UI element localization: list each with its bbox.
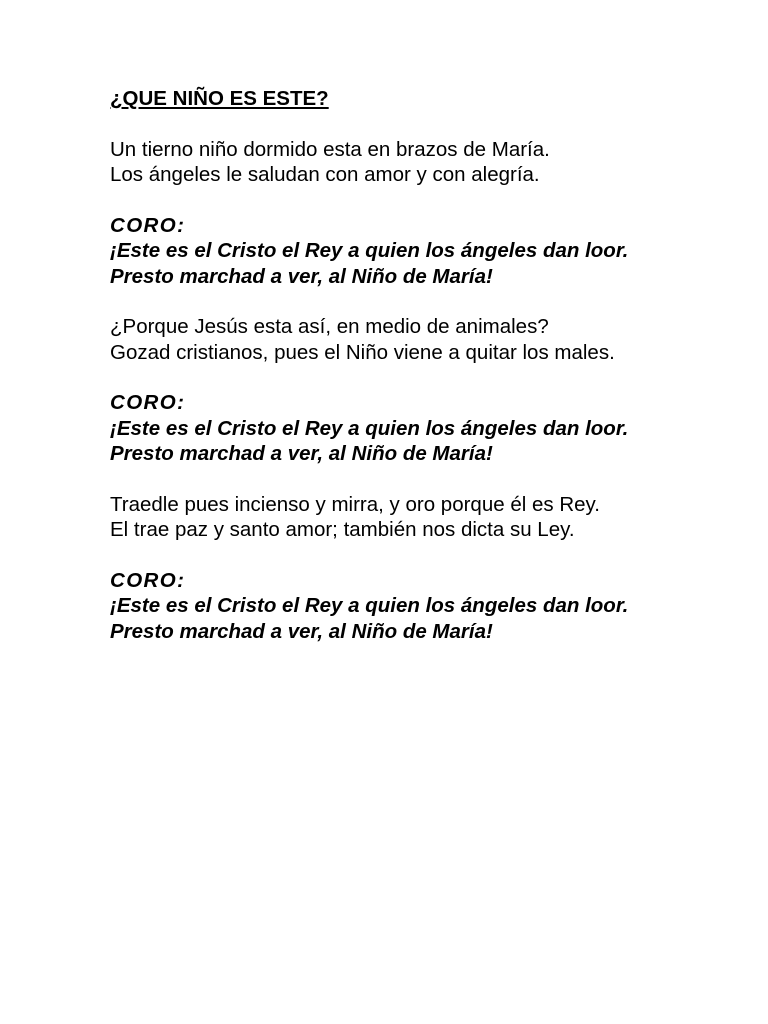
- chorus-2: [110, 390, 659, 467]
- chorus-line: ¡Este es el Cristo el Rey a quien los ángeles dan loor.: [110, 416, 629, 440]
- song-lyrics: [110, 86, 659, 669]
- verse-line: Gozad cristianos, pues el Niño viene a quitar los males.: [110, 340, 615, 364]
- chorus-label: CORO:: [110, 391, 186, 414]
- chorus-label: CORO:: [110, 568, 186, 592]
- chorus-line: ¡Este es el Cristo el Rey a quien los ángeles dan loor.: [110, 594, 629, 617]
- verse-line: El trae paz y santo amor; también nos dicta su Ley.: [110, 518, 575, 541]
- verse-line: ¿Porque Jesús esta así, en medio de animales?: [110, 315, 549, 338]
- verse-line: Traedle pues incienso y mirra, y oro porque él es Rey.: [110, 492, 600, 516]
- chorus-line: ¡Este es el Cristo el Rey a quien los ángeles dan loor.: [110, 239, 629, 262]
- chorus-line: Presto marchad a ver, al Niño de María!: [110, 442, 493, 465]
- verse-line: Un tierno niño dormido esta en brazos de María.: [110, 137, 550, 161]
- chorus-line: Presto marchad a ver, al Niño de María!: [110, 619, 493, 643]
- chorus-3: [110, 568, 659, 645]
- verse-line: Los ángeles le saludan con amor y con alegría.: [110, 163, 540, 186]
- song-title: ¿QUE NIÑO ES ESTE?: [110, 87, 329, 110]
- verse-2: [110, 314, 659, 365]
- chorus-1: [110, 213, 659, 290]
- verse-1: [110, 137, 659, 188]
- chorus-line: Presto marchad a ver, al Niño de María!: [110, 264, 493, 288]
- chorus-label: CORO:: [110, 213, 186, 237]
- verse-3: [110, 492, 659, 543]
